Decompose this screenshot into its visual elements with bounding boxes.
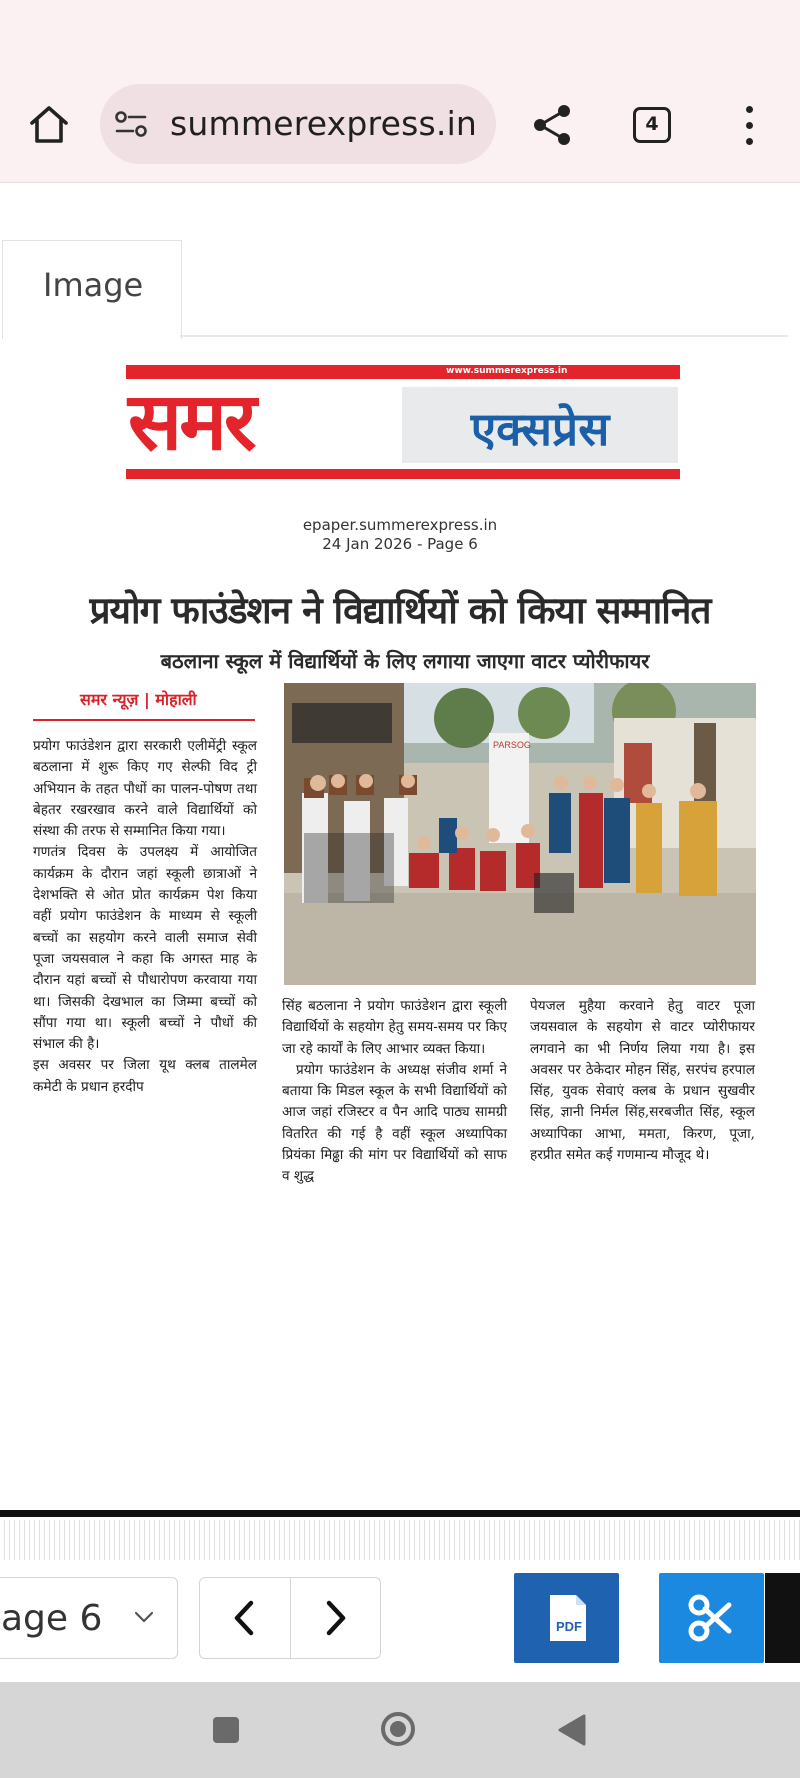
back-triangle-icon[interactable] [556,1713,586,1747]
share-icon[interactable] [528,102,576,148]
chevron-right-icon [291,1578,380,1658]
chevron-down-icon [133,1606,155,1628]
address-bar[interactable] [100,84,496,164]
page-select[interactable] [0,1577,178,1659]
masthead-bottom-rule [126,469,680,479]
newspaper-masthead [126,365,680,480]
epaper-date: 24 Jan 2026 - Page 6 [322,535,478,553]
column-3-paragraph-1: पेयजल मुहैया करवाने हेतु वाटर पूजा जयसवाल के सहयोग से वाटर प्योरीफायर लगवाने का भी निर्णय लिया गया है। इस अवसर पर ठेकेदार मोहन सिंह, सरपंच हरपाल सिंह, युवक सेवाएं क्लब के प्रधान सुखवीर सिंह, ज्ञानी निर्मल सिंह,सरबजीत सिंह, स्कूल अध्यापिका आभा, ममता, किरण, पूजा, हरप्रीत समेत कई गणमान्य मौजूद थे। [530,998,755,1164]
info-button[interactable] [765,1573,800,1663]
page-select-value: age 6 [1,1598,103,1639]
more-vert-icon[interactable] [740,104,760,148]
next-page-button[interactable] [291,1578,380,1658]
download-pdf-button[interactable] [514,1573,619,1663]
tab-divider [180,335,788,337]
article-column-3 [530,996,755,1166]
thumbnail-strip-border [0,1510,800,1517]
masthead-express-box [402,387,678,463]
masthead-url: www.summerexpress.in [446,366,568,376]
column-2-paragraph-1: सिंह बठलाना ने प्रयोग फाउंडेशन द्वारा स्कूली विद्यार्थियों के सहयोग हेतु समय-समय पर किए जा रहे कार्यों के लिए आभार व्यक्त किया। [282,998,507,1057]
tab-image-label: Image [43,266,144,304]
home-icon[interactable] [26,101,72,147]
column-1-paragraph-2: गणतंत्र दिवस के उपलक्ष्य में आयोजित कार्यक्रम के दौरान जहां स्कूली छात्राओं ने देशभक्ति से ओत प्रोत कार्यक्रम पेश किया वहीं प्रयोग फाउंडेशन के माध्यम से स्कूली बच्चों का सहयोग करने वाली समाज सेवी पूजा जयसवाल ने कहा कि अगस्त माह के दौरान यहां बच्चों से पौधारोपण करवाया गया था। जिसकी देखभाल का जिम्मा बच्चों को सौंपा गया था। स्कूली बच्चों ने पौधों की संभाल की है। [33,844,257,1053]
page-nav-group [199,1577,381,1659]
pdf-icon [514,1573,619,1663]
home-circle-icon[interactable] [380,1711,416,1747]
thumbnail-strip-preview [0,1520,800,1560]
previous-page-button[interactable] [200,1578,290,1658]
photo-banner-text: PARSOG [493,740,531,750]
clip-button[interactable] [659,1573,764,1663]
chevron-left-icon [200,1578,290,1658]
column-1-paragraph-1: प्रयोग फाउंडेशन द्वारा सरकारी एलीमेंट्री स्कूल बठलाना में शुरू किए गए सेल्फी विद ट्री अभियान के तहत पौधों का पालन-पोषण तथा बेहतर रखरखाव करने वाले विद्यार्थियों को संस्था की तरफ से सम्मानित किया गया। [33,738,257,840]
article-column-1 [33,736,257,1098]
byline-rule [33,719,255,721]
article-byline: समर न्यूज़ | मोहाली [80,690,197,709]
browser-toolbar [0,0,800,183]
masthead-express: एक्सप्रेस [470,402,610,456]
article-subheadline: बठलाना स्कूल में विद्यार्थियों के लिए लगाया जाएगा वाटर प्योरीफायर [160,649,650,673]
page-thumbnail-strip[interactable] [0,1510,800,1560]
pdf-icon-label: PDF [556,1619,582,1634]
column-1-paragraph-3: इस अवसर पर जिला यूथ क्लब तालमेल कमेटी के प्रधान हरदीप [33,1057,257,1095]
masthead-samar: समर [128,374,254,468]
scissors-icon [659,1573,764,1663]
tune-icon[interactable] [114,108,148,140]
column-2-paragraph-2: प्रयोग फाउंडेशन के अध्यक्ष संजीव शर्मा ने बताया कि मिडल स्कूल के सभी विद्यार्थियों को आज जहां रजिस्टर व पैन आदि पाठ्य सामग्री वितरित की गई है वहीं स्कूल अध्यापिका प्रियंका मिढ्ढा की मांग पर विद्यार्थियों को साफ व शुद्ध [282,1061,507,1185]
tab-switcher-button[interactable]: 4 [633,107,671,143]
epaper-url: epaper.summerexpress.in [302,516,498,534]
url-text: summerexpress.in [170,104,478,143]
recents-icon[interactable] [213,1717,239,1743]
article-photo [284,683,756,985]
article-column-2 [282,996,507,1188]
page-content [0,183,800,1510]
epaper-pager [0,1560,800,1682]
article-headline: प्रयोग फाउंडेशन ने विद्यार्थियों को किया सम्मानित [89,588,711,632]
system-navigation-bar [0,1682,800,1778]
tab-image[interactable] [2,240,182,339]
